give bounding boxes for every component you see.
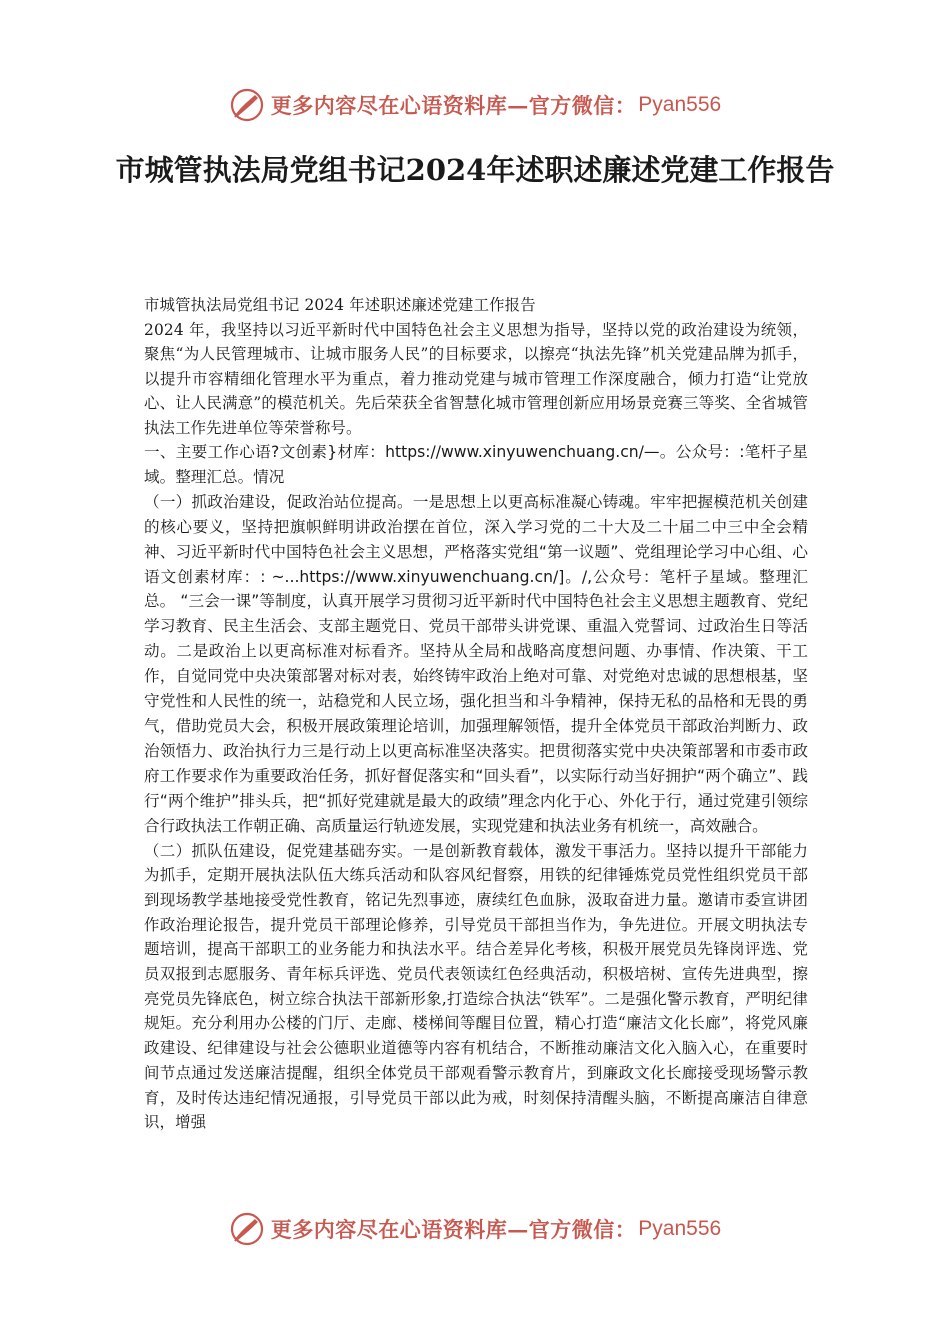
document-body: [144, 293, 808, 1135]
watermark-banner-bottom: [0, 1204, 950, 1254]
paragraph-political-building: （一）抓政治建设，促政治站位提高。一是思想上以更高标准凝心铸魂。牢牢把握模范机关创建的核心要义，坚持把旗帜鲜明讲政治摆在首位，深入学习党的二十大及二十届二中三中全会精神、习近平新时代中国特色社会主义思想，严格落实党组“第一议题”、党组理论学习中心组、心语文创素材库：: ~...https://www.xinyuwenchuang.cn/]。/,公众号：笔杆子星域。整理汇总。 “三会一课”等制度，认真开展学习贯彻习近平新时代中国特色社会主义思想主题教育、党纪学习教育、民主生活会、支部主题党日、党员干部带头讲党课、重温入党誓词、过政治生日等活动。二是政治上以更高标准对标看齐。坚持从全局和战略高度想问题、办事情、作决策、干工作，自觉同党中央决策部署对标对表，始终铸牢政治上绝对可靠、对党绝对忠诚的思想根基，坚守党性和人民性的统一，站稳党和人民立场，强化担当和斗争精神，保持无私的品格和无畏的勇气，借助党员大会，积极开展政策理论培训，加强理解领悟，提升全体党员干部政治判断力、政治领悟力、政治执行力三是行动上以更高标准坚决落实。把贯彻落实党中央决策部署和市委市政府工作要求作为重要政治任务，抓好督促落实和“回头看”，以实际行动当好拥护“两个确立”、践行“两个维护”排头兵，把“抓好党建就是最大的政绩”理念内化于心、外化于行，通过党建引领综合行政执法工作朝正确、高质量运行轨迹发展，实现党建和执法业务有机统一，高效融合。: [144, 492, 808, 835]
watermark-text: 更多内容尽在心语资料库—官方微信：: [270, 1217, 637, 1242]
subtitle-line: 市城管执法局党组书记 2024 年述职述廉述党建工作报告: [144, 296, 536, 314]
paragraph-team-building: （二）抓队伍建设，促党建基础夯实。一是创新教育载体，激发干事活力。坚持以提升干部能力为抓手，定期开展执法队伍大练兵活动和队容风纪督察，用铁的纪律锤炼党员党性组织党员干部到现场教学基地接受党性教育，铭记先烈事迹，赓续红色血脉，汲取奋进力量。邀请市委宣讲团作政治理论报告，提升党员干部理论修养，引导党员干部担当作为，争先进位。开展文明执法专题培训，提高干部职工的业务能力和执法水平。结合差异化考核，积极开展党员先锋岗评选、党员双报到志愿服务、青年标兵评选、党员代表领读红色经典活动，积极培树、宣传先进典型，擦亮党员先锋底色，树立综合执法干部新形象,打造综合执法“铁军”。二是强化警示教育，严明纪律规矩。充分利用办公楼的门厅、走廊、楼梯间等醒目位置，精心打造“廉洁文化长廊”，将党风廉政建设、纪律建设与社会公德职业道德等内容有机结合，不断推动廉洁文化入脑入心，在重要时间节点通过发送廉洁提醒，组织全体党员干部观看警示教育片，到廉政文化长廊接受现场警示教育，及时传达违纪情况通报，引导党员干部以此为戒，时刻保持清醒头脑，不断提高廉洁自律意识，增强: [144, 841, 808, 1132]
watermark-banner-top: [0, 80, 950, 130]
pen-logo-icon: [229, 87, 265, 123]
watermark-wechat-id: Pyan556: [638, 1217, 722, 1240]
paragraph-intro: 2024 年，我坚持以习近平新时代中国特色社会主义思想为指导，坚持以党的政治建设为统领，聚焦“为人民管理城市、让城市服务人民”的目标要求，以擦亮“执法先锋”机关党建品牌为抓手，以提升市容精细化管理水平为重点，着力推动党建与城市管理工作深度融合，倾力打造“让党放心、让人民满意”的模范机关。先后荣获全省智慧化城市管理创新应用场景竞赛三等奖、全省城管执法工作先进单位等荣誉称号。: [144, 320, 808, 437]
watermark-text: 更多内容尽在心语资料库—官方微信：: [270, 93, 637, 118]
document-title: 市城管执法局党组书记2024年述职述廉述党建工作报告: [115, 153, 835, 187]
section-heading: 一、主要工作心语?文创素}材库：https://www.xinyuwenchuang.cn/—。公众号：:笔杆子星域。整理汇总。情况: [144, 443, 808, 486]
watermark-wechat-id: Pyan556: [638, 93, 722, 116]
pen-logo-icon: [229, 1211, 265, 1247]
